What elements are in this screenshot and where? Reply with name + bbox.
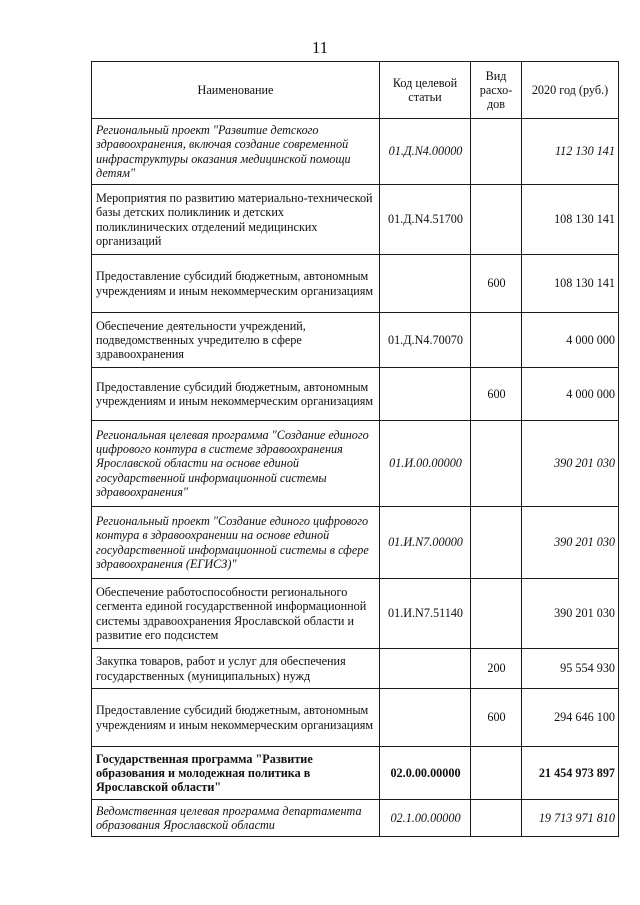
row-type-cell: [471, 507, 522, 579]
table-row: [92, 747, 619, 800]
column-header-code: Код целевой статьи: [380, 62, 471, 119]
row-name-cell: Мероприятия по развитию материально-технической базы детских поликлиник и детских поликлинических отделений медицинских организаций: [92, 185, 380, 255]
table-row: [92, 119, 619, 185]
table-row: [92, 579, 619, 649]
row-code-cell: 01.Д.N4.00000: [380, 119, 471, 185]
column-header-name: Наименование: [92, 62, 380, 119]
row-amount-cell: 95 554 930: [522, 649, 619, 689]
row-amount-cell: 390 201 030: [522, 507, 619, 579]
row-amount-cell: 4 000 000: [522, 313, 619, 368]
table-header-row: [92, 62, 619, 119]
row-type-cell: [471, 119, 522, 185]
row-amount-cell: 108 130 141: [522, 255, 619, 313]
row-type-cell: [471, 313, 522, 368]
table-row: [92, 649, 619, 689]
row-amount-cell: 390 201 030: [522, 579, 619, 649]
column-header-type: Вид расхо-дов: [471, 62, 522, 119]
row-amount-cell: 4 000 000: [522, 368, 619, 421]
row-amount-cell: 19 713 971 810: [522, 800, 619, 837]
table-row: [92, 313, 619, 368]
row-amount-cell: 108 130 141: [522, 185, 619, 255]
row-code-cell: 02.0.00.00000: [380, 747, 471, 800]
row-name-cell: Обеспечение работоспособности регионального сегмента единой государственной информационной системы здравоохранения Ярославской области и развитие его подсистем: [92, 579, 380, 649]
row-name-cell: Предоставление субсидий бюджетным, автономным учреждениям и иным некоммерческим организациям: [92, 689, 380, 747]
table-row: [92, 800, 619, 837]
table-row: [92, 421, 619, 507]
row-code-cell: [380, 649, 471, 689]
row-code-cell: 01.И.N7.00000: [380, 507, 471, 579]
row-amount-cell: 21 454 973 897: [522, 747, 619, 800]
row-name-cell: Ведомственная целевая программа департамента образования Ярославской области: [92, 800, 380, 837]
table-row: [92, 507, 619, 579]
row-type-cell: 200: [471, 649, 522, 689]
row-type-cell: [471, 185, 522, 255]
row-code-cell: [380, 255, 471, 313]
row-amount-cell: 294 646 100: [522, 689, 619, 747]
column-header-amount: 2020 год (руб.): [522, 62, 619, 119]
table-row: [92, 255, 619, 313]
row-code-cell: 01.Д.N4.70070: [380, 313, 471, 368]
row-type-cell: [471, 579, 522, 649]
table-row: [92, 368, 619, 421]
row-code-cell: [380, 368, 471, 421]
row-name-cell: Обеспечение деятельности учреждений, подведомственных учредителю в сфере здравоохранения: [92, 313, 380, 368]
row-amount-cell: 112 130 141: [522, 119, 619, 185]
row-name-cell: Закупка товаров, работ и услуг для обеспечения государственных (муниципальных) нужд: [92, 649, 380, 689]
row-type-cell: [471, 747, 522, 800]
row-code-cell: 01.И.N7.51140: [380, 579, 471, 649]
row-type-cell: 600: [471, 689, 522, 747]
row-code-cell: [380, 689, 471, 747]
row-type-cell: 600: [471, 368, 522, 421]
budget-table: [91, 61, 619, 837]
row-type-cell: [471, 800, 522, 837]
page-number: 11: [311, 38, 329, 57]
row-name-cell: Региональный проект "Развитие детского здравоохранения, включая создание современной инфраструктуры оказания медицинской помощи детям": [92, 119, 380, 185]
row-type-cell: [471, 421, 522, 507]
row-code-cell: 02.1.00.00000: [380, 800, 471, 837]
row-name-cell: Государственная программа "Развитие образования и молодежная политика в Ярославской области": [92, 747, 380, 800]
table-body: [92, 119, 619, 837]
row-name-cell: Региональный проект "Создание единого цифрового контура в здравоохранении на основе единой государственной информационной системы в сфере здравоохранения (ЕГИСЗ)": [92, 507, 380, 579]
row-amount-cell: 390 201 030: [522, 421, 619, 507]
table-row: [92, 185, 619, 255]
table-row: [92, 689, 619, 747]
row-code-cell: 01.И.00.00000: [380, 421, 471, 507]
row-name-cell: Региональная целевая программа "Создание единого цифрового контура в системе здравоохранения Ярославской области на основе единой государственной информационной системы здравоохранения": [92, 421, 380, 507]
row-type-cell: 600: [471, 255, 522, 313]
row-code-cell: 01.Д.N4.51700: [380, 185, 471, 255]
row-name-cell: Предоставление субсидий бюджетным, автономным учреждениям и иным некоммерческим организациям: [92, 255, 380, 313]
row-name-cell: Предоставление субсидий бюджетным, автономным учреждениям и иным некоммерческим организациям: [92, 368, 380, 421]
